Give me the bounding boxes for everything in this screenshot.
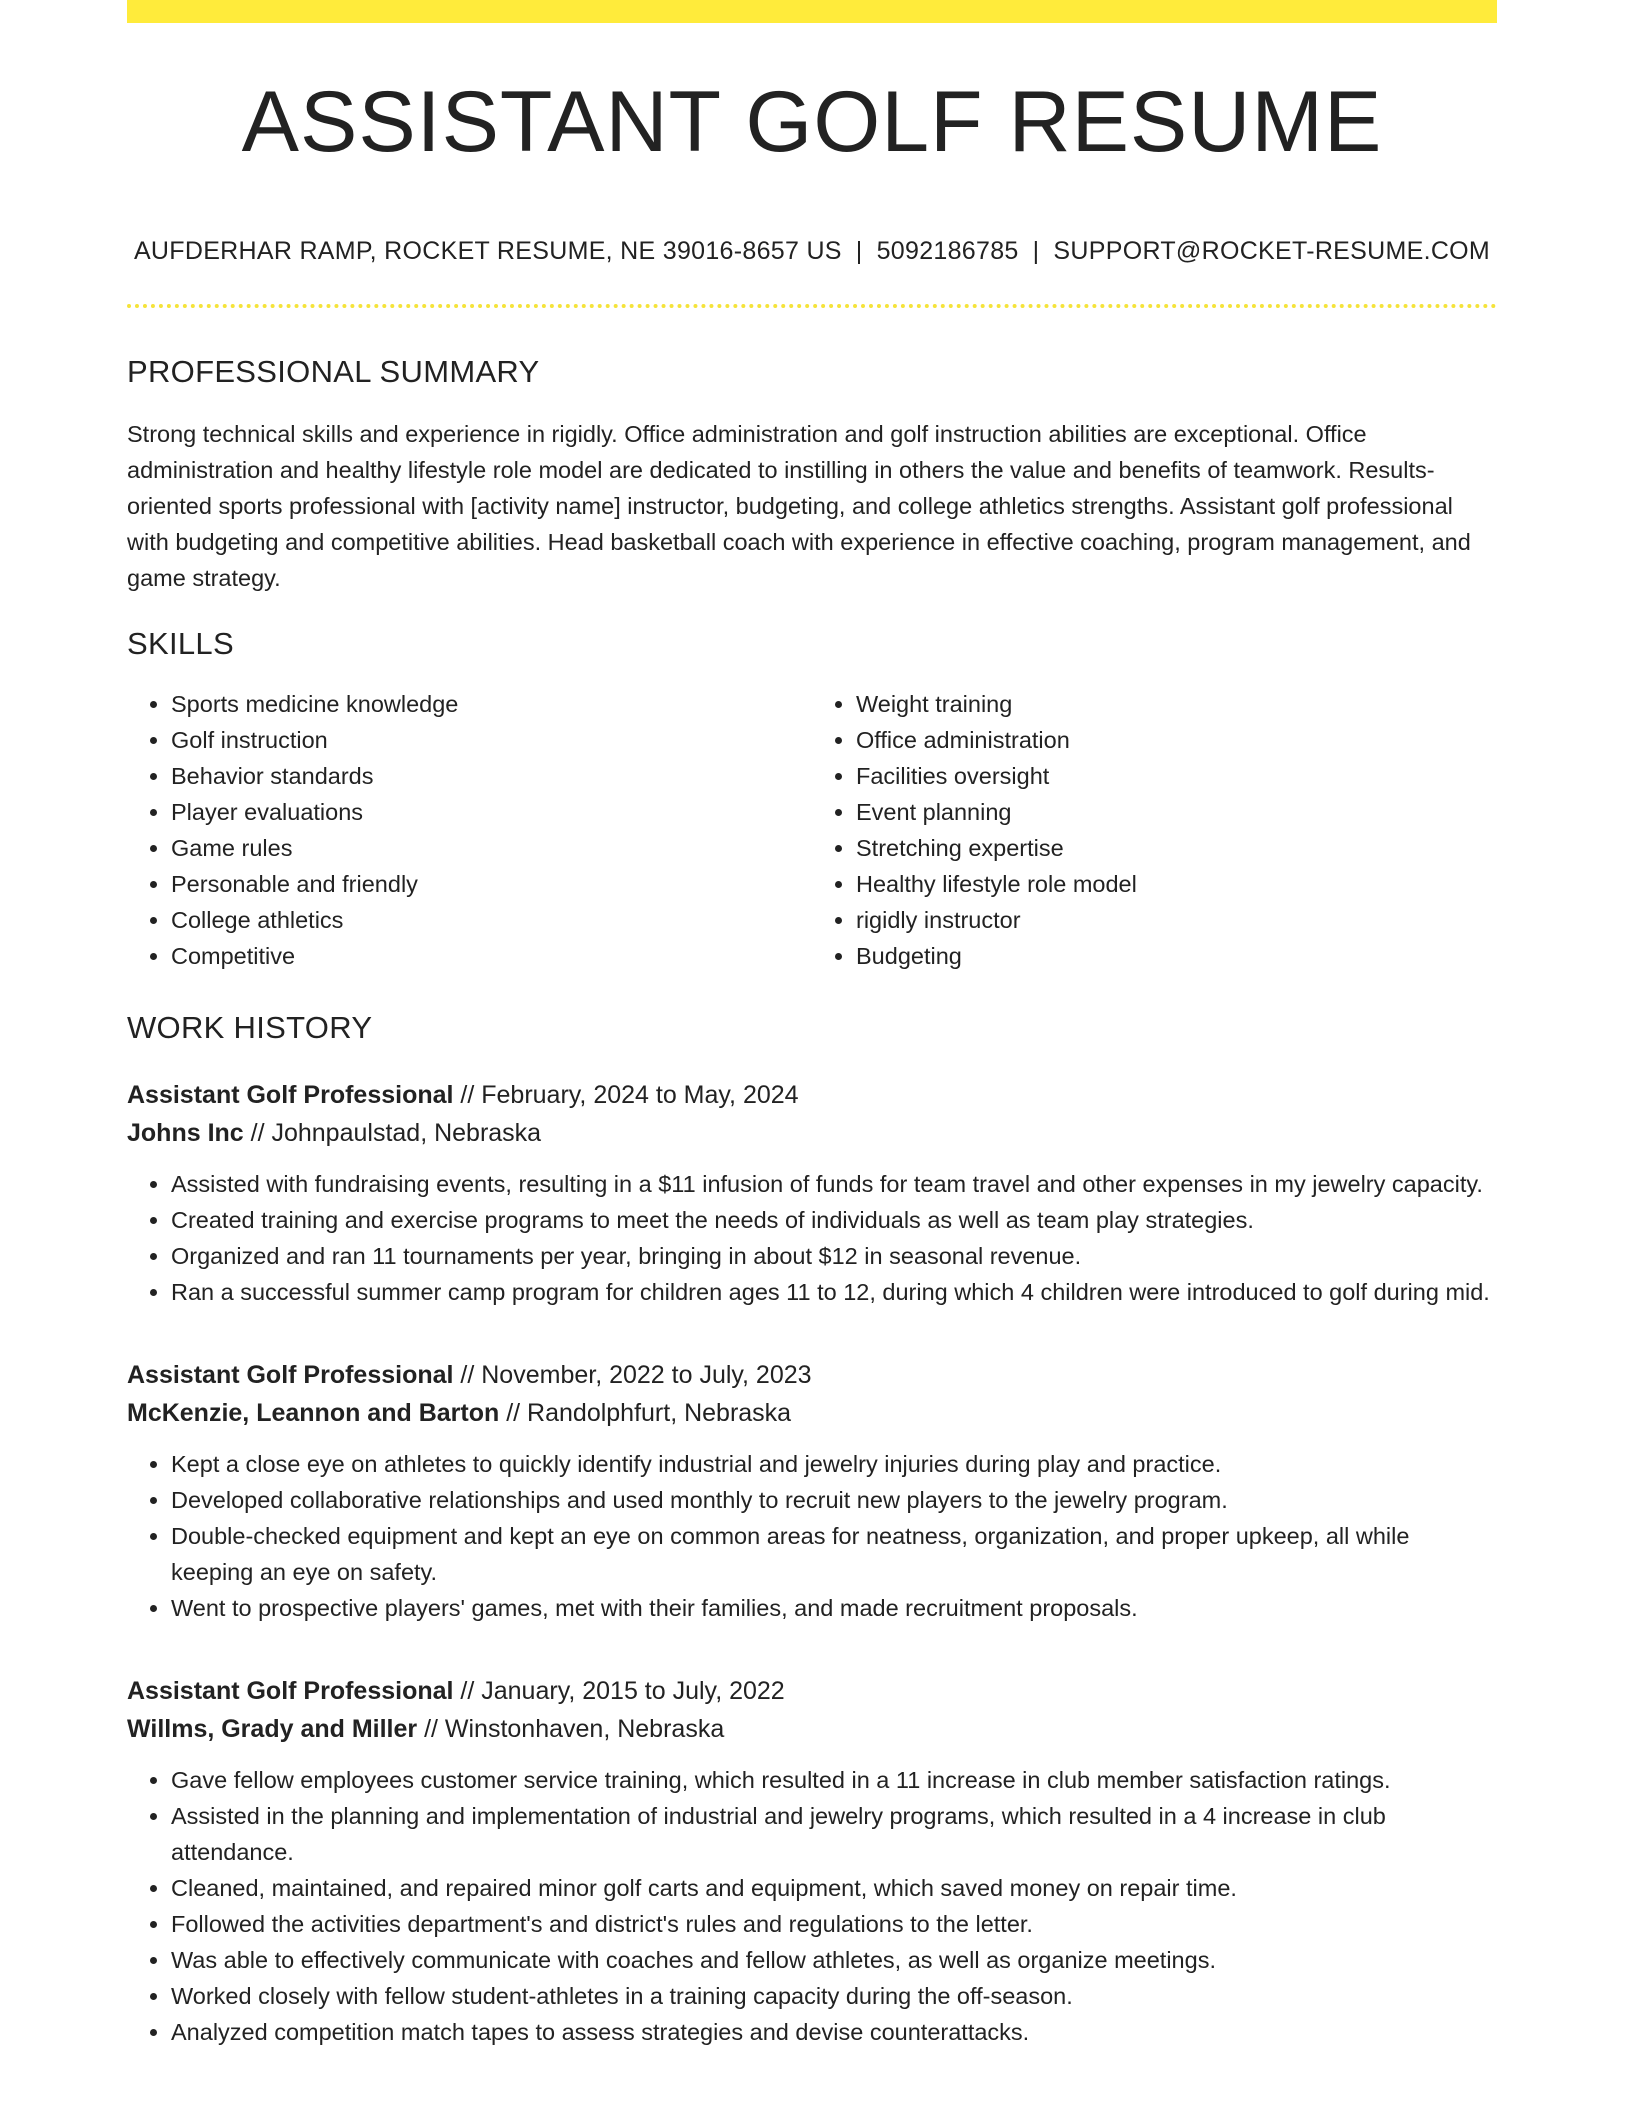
job-bullet: • Created training and exercise programs to meet the needs of individuals as well as team play strategies. — [171, 1202, 1497, 1238]
job-title-line — [127, 1672, 1497, 1710]
contact-line — [127, 237, 1497, 266]
summary-heading: PROFESSIONAL SUMMARY — [127, 354, 540, 389]
job-entry — [127, 1356, 1497, 1626]
job-location: // Johnpaulstad, Nebraska — [243, 1119, 542, 1147]
job-bullet: • Kept a close eye on athletes to quickly identify industrial and jewelry injuries during play and practice. — [171, 1446, 1497, 1482]
job-bullet: • Cleaned, maintained, and repaired minor golf carts and equipment, which saved money on repair time. — [171, 1870, 1497, 1906]
contact-phone: 5092186785 — [876, 237, 1019, 265]
contact-address: AUFDERHAR RAMP, ROCKET RESUME, NE 39016-8657 US — [133, 237, 842, 265]
skill-item: • Office administration — [856, 722, 1497, 758]
job-bullet: • Went to prospective players' games, met with their families, and made recruitment proposals. — [171, 1590, 1497, 1626]
job-bullet: • Double-checked equipment and kept an eye on common areas for neatness, organization, and proper upkeep, all while keeping an eye on safety. — [171, 1518, 1497, 1590]
header-divider — [127, 304, 1497, 308]
skill-item: • Personable and friendly — [171, 866, 812, 902]
job-entry — [127, 1076, 1497, 1310]
job-title-line — [127, 1356, 1497, 1394]
job-bullet: • Developed collaborative relationships and used monthly to recruit new players to the jewelry program. — [171, 1482, 1497, 1518]
job-bullet: • Assisted in the planning and implementation of industrial and jewelry programs, which resulted in a 4 increase in club attendance. — [171, 1798, 1497, 1870]
contact-email: SUPPORT@ROCKET-RESUME.COM — [1053, 237, 1491, 265]
job-bullet: • Followed the activities department's and district's rules and regulations to the letter. — [171, 1906, 1497, 1942]
job-company-line — [127, 1114, 1497, 1152]
skill-item: • Healthy lifestyle role model — [856, 866, 1497, 902]
job-bullet: • Gave fellow employees customer service training, which resulted in a 11 increase in club member satisfaction ratings. — [171, 1762, 1497, 1798]
skill-item: • Game rules — [171, 830, 812, 866]
skills-column-right — [812, 686, 1497, 974]
skills-grid — [127, 686, 1497, 974]
skill-item: • Weight training — [856, 686, 1497, 722]
skill-item: • Stretching expertise — [856, 830, 1497, 866]
job-bullet: • Ran a successful summer camp program for children ages 11 to 12, during which 4 children were introduced to golf during mid. — [171, 1274, 1497, 1310]
skill-item: • Behavior standards — [171, 758, 812, 794]
job-company-line — [127, 1710, 1497, 1748]
job-bullets — [127, 1762, 1497, 2050]
job-position: Assistant Golf Professional — [127, 1081, 454, 1109]
skills-heading: SKILLS — [127, 626, 234, 661]
job-location: // Winstonhaven, Nebraska — [417, 1715, 725, 1743]
job-company: Johns Inc — [127, 1119, 244, 1147]
job-dates: // February, 2024 to May, 2024 — [453, 1081, 799, 1109]
job-company-line — [127, 1394, 1497, 1432]
contact-separator: | — [855, 237, 863, 265]
work-history-heading: WORK HISTORY — [127, 1010, 373, 1045]
job-position: Assistant Golf Professional — [127, 1677, 454, 1705]
job-company: McKenzie, Leannon and Barton — [127, 1399, 500, 1427]
skill-item: • Facilities oversight — [856, 758, 1497, 794]
summary-text: Strong technical skills and experience in rigidly. Office administration and golf instruction abilities are exceptional. Office administration and healthy lifestyle role model are dedicated to instilling in others the value and benefits of teamwork. Results-oriented sports professional with [activity name] instructor, budgeting, and college athletics strengths. Assistant golf professional with budgeting and competitive abilities. Head basketball coach with experience in effective coaching, program management, and game strategy. — [127, 421, 1471, 591]
resume-page — [127, 0, 1497, 2050]
job-dates: // January, 2015 to July, 2022 — [453, 1677, 785, 1705]
skill-item: • Competitive — [171, 938, 812, 974]
accent-top-bar — [127, 0, 1497, 23]
job-bullet: • Assisted with fundraising events, resulting in a $11 infusion of funds for team travel and other expenses in my jewelry capacity. — [171, 1166, 1497, 1202]
skill-item: • College athletics — [171, 902, 812, 938]
job-title-line — [127, 1076, 1497, 1114]
job-bullet: • Analyzed competition match tapes to assess strategies and devise counterattacks. — [171, 2014, 1497, 2050]
job-bullets — [127, 1166, 1497, 1310]
job-bullet: • Worked closely with fellow student-athletes in a training capacity during the off-season. — [171, 1978, 1497, 2014]
job-dates: // November, 2022 to July, 2023 — [453, 1361, 812, 1389]
skills-column-left — [127, 686, 812, 974]
resume-name: ASSISTANT GOLF RESUME — [241, 74, 1383, 170]
skill-item: • Event planning — [856, 794, 1497, 830]
skill-item: • Sports medicine knowledge — [171, 686, 812, 722]
job-bullet: • Organized and ran 11 tournaments per year, bringing in about $12 in seasonal revenue. — [171, 1238, 1497, 1274]
job-position: Assistant Golf Professional — [127, 1361, 454, 1389]
job-entry — [127, 1672, 1497, 2050]
job-bullets — [127, 1446, 1497, 1626]
skill-item: • Player evaluations — [171, 794, 812, 830]
skill-item: • Budgeting — [856, 938, 1497, 974]
contact-separator: | — [1032, 237, 1040, 265]
job-company: Willms, Grady and Miller — [127, 1715, 418, 1743]
job-bullet: • Was able to effectively communicate with coaches and fellow athletes, as well as organize meetings. — [171, 1942, 1497, 1978]
skill-item: • rigidly instructor — [856, 902, 1497, 938]
skill-item: • Golf instruction — [171, 722, 812, 758]
job-location: // Randolphfurt, Nebraska — [499, 1399, 792, 1427]
